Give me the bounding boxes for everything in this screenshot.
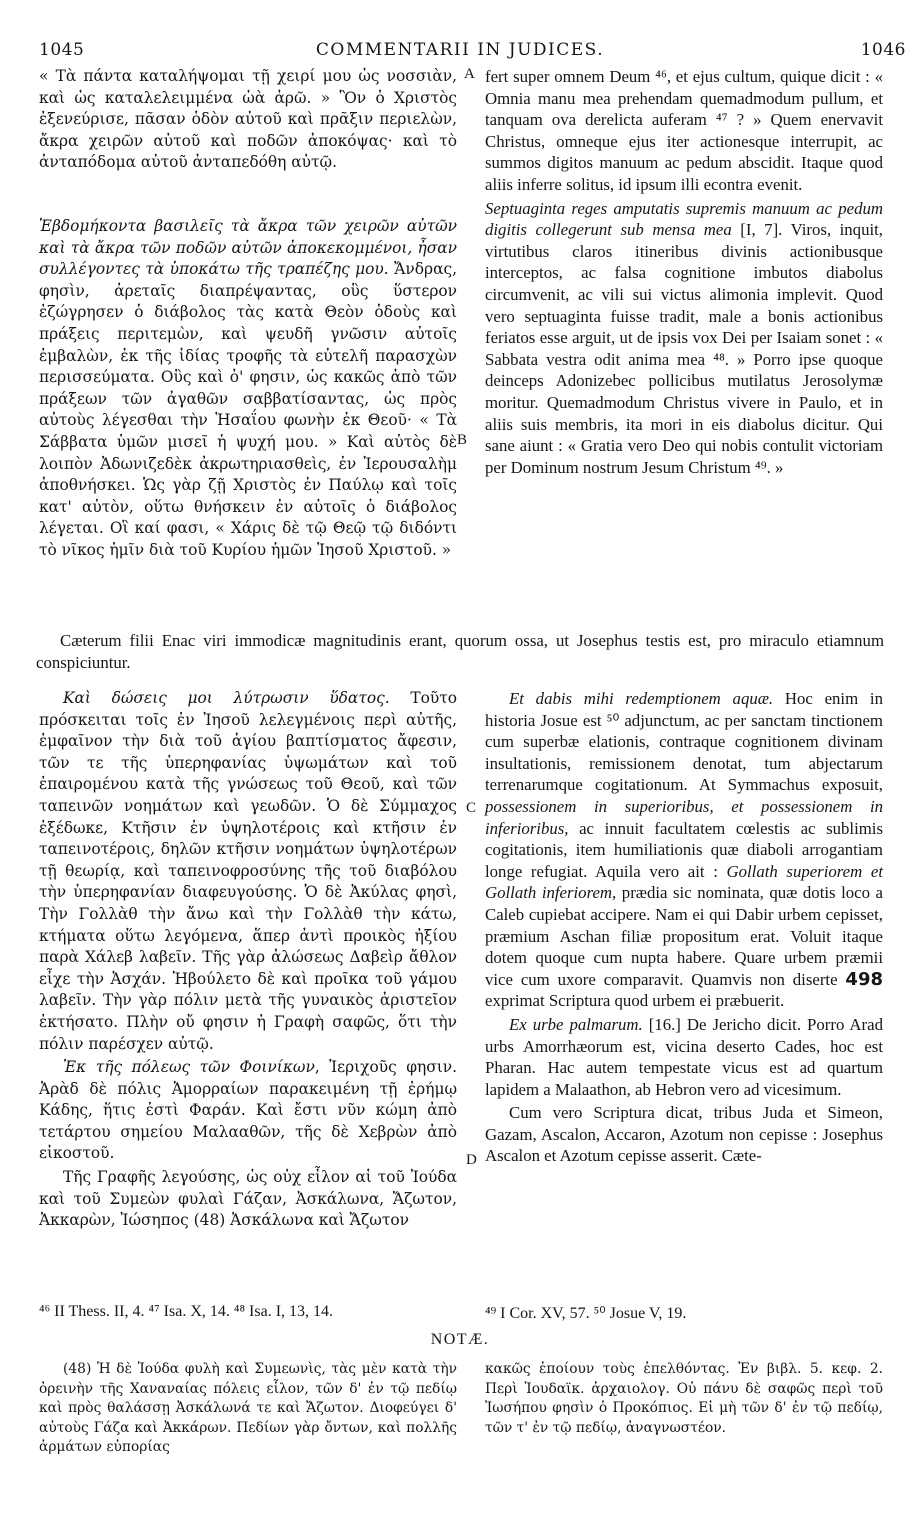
latin-commentary: prædia sic nominata, quæ dotis loco a Caleb cupiebat accipere. Nam ei qui Dabir urbem cepisset, præmium Aschan filiæ propositum erat. Voluit itaque dotem quoque cum nupta habere. Quare urbem præmii vice cum uxore comparavit. Quamvis non diserte bbox=[485, 883, 883, 989]
greek-paragraph bbox=[39, 1057, 457, 1165]
greek-lemma: Ἑβδομήκοντα βασιλεῖς τὰ ἄκρα τῶν χειρῶν αὐτῶν καὶ τὰ ἄκρα τῶν ποδῶν αὐτῶν ἀποκεκομμένοι, ἦσαν συλλέγοντες τὰ ὑποκάτω τῆς τραπέζης μου. bbox=[39, 216, 457, 279]
latin-paragraph bbox=[485, 688, 883, 1012]
margin-marker-d: D bbox=[466, 1152, 477, 1168]
latin-reference: [I, 7]. bbox=[740, 220, 783, 240]
greek-commentary: Ἄνδρας, φησὶν, ἀρεταῖς διαπρέψαντας, οὓς ὕστερον ἐζώγρησεν ὁ διάβολος τὰς κατὰ Θεὸν ὁδοὺς καὶ πράξεις περιτεμὼν, καὶ ψευδῆ γνῶσιν αὐτοῖς ἐμβαλὼν, ἐκ τῆς ἰδίας τροφῆς τὰ εὐτελῆ παρασχὼν περισσεύματα. Οὓς καὶ ὁ' φησιν, ὡς κακῶς ἀπὸ τῶν πράξεων τῶν ἀγαθῶν σαββατίσαντας, ὡς πρὸς αὐτοὺς λέγεσθαι τὴν Ἡσαΐου φωνὴν ἐκ Θεοῦ· « Τὰ Σάββατα ὑμῶν μισεῖ ἡ ψυχή μου. » Καὶ αὐτὸς δὲ λοιπὸν Ἀδωνιζεδὲκ ἀκρωτηριασθεὶς, ἐν Ἱερουσαλὴμ ἀποθνήσκει. Ὡς γὰρ ζῇ Χριστὸς ἐν Παύλῳ καὶ τοῖς κατ' αὐτὸν, οὕτω θνήσκειν ἐν αὐτοῖς ὁ διάβολος λέγεται. Οἳ καί φασι, « Χάρις δὲ τῷ Θεῷ τῷ διδόντι τὸ νῖκος ἡμῖν διὰ τοῦ Κυρίου ἡμῶν Ἰησοῦ Χριστοῦ. » bbox=[39, 260, 457, 559]
page-number-left: 1045 bbox=[39, 40, 85, 60]
latin-commentary: ac innuit facultatem cœlestis ac sublimis cogitationis, item humiliationis quæ diaboli arrogantiam longe refugiat. Aquila vero ait : bbox=[485, 818, 883, 881]
greek-paragraph: Τῆς Γραφῆς λεγούσης, ὡς οὐχ εἷλον αἱ τοῦ Ἰούδα καὶ τοῦ Συμεὼν φυλαὶ Γάζαν, Ἀσκάλωνα, Ἄζωτον, Ἀκκαρὼν, Ἰώσηπος (48) Ἀσκάλωνα καὶ Ἄζωτον bbox=[39, 1168, 457, 1230]
latin-quotation: Gollath superiorem et Gollath inferiorem, bbox=[485, 861, 883, 903]
greek-commentary: Τοῦτο πρόσκειται τοῖς ἐν Ἰησοῦ λελεγμένοις περὶ αὐτῆς, ἐμφαῖνον τὴν διὰ τοῦ ἁγίου βαπτίσματος ἄφεσιν, τῶν τε τῆς ὑπερηφανίας ὑψωμάτων καὶ τοῦ ἐπαιρομένου κατὰ τῆς γνώσεως τοῦ Θεοῦ, καὶ τῶν ταπεινῶν νοημάτων καὶ γεωδῶν. Ὁ δὲ Σύμμαχος ἐξέδωκε, Κτῆσιν ἐν ὑψηλοτέροις καὶ κτῆσιν ἐν ταπεινοτέροις, δηλῶν κτῆσιν νοημάτων ὑψηλοτέρων τῇ θεωρίᾳ, καὶ ταπεινοφροσύνης τῆς τοῦ διαβόλου τὴν ὑπερηφανίαν διαφευγούσης. Ὁ δὲ Ἀκύλας φησὶ, Τὴν Γολλὰθ τὴν ἄνω καὶ τὴν Γολλὰθ τὴν κάτω, κτήματα οὕτω λεγόμενα, ἅπερ ἀντὶ προικὸς ἠξίου παρὰ Χάλεβ λαβεῖν. Τῆς γὰρ ἁλώσεως Δαβεὶρ ἄθλον εἶχε τὴν Ἀσχάν. Ἠβούλετο δὲ καὶ προῖκα τοῦ γάμου λαβεῖν. Τὴν γὰρ πόλιν μετὰ τῆς γυναικὸς ἀριστεῖον ἐκτήσατο. Πλὴν οὔ φησιν ἡ Γραφὴ σαφῶς, ὅτι τὴν πόλιν παρέσχεν αὐτῷ. bbox=[39, 689, 457, 1053]
greek-paragraph: « Τὰ πάντα καταλήψομαι τῇ χειρί μου ὡς νοσσιὰν, καὶ ὡς καταλελειμμένα ὠὰ ἀρῶ. » Ὃν ὁ Χριστὸς ἐξενεύρισε, πᾶσαν ὁδὸν αὐτοῦ καὶ πρᾶξιν περιελὼν, ἄκρα χειρῶν αὐτοῦ καὶ ποδῶν ἀποκόψας· καὶ τὸ ἀνταπόδομα αὐτοῦ ἀνταπεδόθη αὐτῷ. bbox=[39, 67, 457, 172]
latin-lemma: Et dabis mihi redemptionem aquæ. bbox=[509, 689, 774, 708]
margin-marker-c: C bbox=[466, 800, 477, 816]
note-left: (48) Ἡ δὲ Ἰούδα φυλὴ καὶ Συμεωνὶς, τὰς μὲν κατὰ τὴν ὀρεινὴν τῆς Χαναναίας πόλεις εἷλον, τῶν δ' ἐν τῷ πεδίῳ καὶ πρὸς θαλάσσῃ Ἀσκάλωνά τε καὶ Ἄζωτον. Διοφεύγει δ' αὐτοὺς Γάζα καὶ Ἀκκάρων. Πεδίων γὰρ ὄντων, καὶ πολλῆς ἁρμάτων εὐπορίας bbox=[39, 1361, 457, 1455]
margin-marker-b: B bbox=[457, 432, 468, 448]
margin-marker-a: A bbox=[464, 66, 475, 82]
latin-paragraph: Cum vero Scriptura dicat, tribus Juda et Simeon, Gazam, Ascalon, Accaron, Azotum non cepisse : Josephus Ascalon et Azotum cepisse asserit. Cæte- bbox=[485, 1103, 883, 1166]
latin-paragraph: fert super omnem Deum ⁴⁶, et ejus cultum, quique dicit : « Omnia manu mea prehendam quemadmodum pullum, et tanquam ova derelicta auferam ⁴⁷ ? » Quem enervavit Christus, omneque ejus iter actionesque interrupit, ac summos digitos manuum ac pedum abscidit. Itaque quod aliis inferre solitus, id ipsum illi econtra evenit. bbox=[485, 67, 883, 194]
greek-paragraph bbox=[39, 688, 457, 1055]
greek-lemma: Καὶ δώσεις μοι λύτρωσιν ὕδατος. bbox=[63, 689, 390, 707]
greek-column-bottom bbox=[39, 688, 457, 1232]
greek-commentary: , Ἱεριχοῦς φησιν. Ἀρὰδ δὲ πόλις Ἀμορραίων παρακειμένη τῇ ἐρήμῳ Κάδης, ἥτις ἐστὶ Φαράν. Καὶ ἔστι νῦν κώμη ἀπὸ τετάρτου σημείου Μαλααθῶν, τῆς δὲ Χεβρὼν ἀπὸ εἰκοστοῦ. bbox=[39, 1058, 457, 1163]
latin-paragraph bbox=[485, 198, 883, 479]
latin-quotation: possessionem in superioribus, et possessionem in inferioribus, bbox=[485, 796, 883, 838]
greek-paragraph bbox=[39, 216, 457, 562]
full-width-paragraph: Cæterum filii Enac viri immodicæ magnitudinis erant, quorum ossa, ut Josephus testis est, pro miraculo etiamnum conspiciuntur. bbox=[36, 631, 884, 672]
footnotes-left: ⁴⁶ II Thess. II, 4. ⁴⁷ Isa. X, 14. ⁴⁸ Isa. I, 13, 14. bbox=[39, 1303, 334, 1320]
greek-lemma: Ἐκ τῆς πόλεως τῶν Φοινίκων bbox=[63, 1058, 315, 1077]
greek-column-top bbox=[39, 66, 457, 561]
running-title: COMMENTARII IN JUDICES. bbox=[315, 40, 605, 60]
page-number-right: 1046 bbox=[860, 40, 906, 60]
note-right: κακῶς ἐποίουν τοὺς ἐπελθόντας. Ἐν βιβλ. 5. κεφ. 2. Περὶ Ἰουδαϊκ. ἀρχαιολογ. Οὐ πάνυ δὲ σαφῶς περὶ τοῦ Ἰωσήπου φησὶν ὁ Προκόπιος. Εἰ μὴ τῶν δ' ἐν τῷ πεδίῳ, τῶν τ' ἐν τῷ πεδίῳ, ἀναγνωστέον. bbox=[485, 1361, 883, 1436]
latin-paragraph bbox=[485, 1014, 883, 1100]
latin-column-top bbox=[485, 66, 883, 478]
latin-lemma: Ex urbe palmarum. bbox=[509, 1014, 643, 1034]
footnotes-right: ⁴⁹ I Cor. XV, 57. ⁵⁰ Josue V, 19. bbox=[485, 1305, 687, 1322]
page-marker-498: 498 bbox=[845, 968, 883, 990]
latin-commentary: Viros, inquit, virtutibus claros itineribus divinis actionibusque interceptos, ac falsa cognitione imbutos diabolus circumvenit, ac vili sui victus alimonia implevit. Quod vero septuaginta fuisse tradit, male a bonis actionibus feriatos esse arguit, ut de ipsis vox Dei per Isaiam sonet : « Sabbata vestra odit anima mea ⁴⁸. » Porro ipse quoque deinceps Adonizebec pollicibus mutilatus Jerosolymæ moritur. Quemadmodum Christus vivere in Paulo, et in aliis suis membris, ita mori in eis diabolus dicitur. Qui sane aiunt : « Gratia vero Deo qui nobis contulit victoriam per Dominum nostrum Jesum Christum ⁴⁹. » bbox=[485, 220, 883, 477]
latin-commentary: [16.] De Jericho dicit. Porro Arad urbs Amorrhæorum est, vicina deserto Cades, hoc est Pharan. Hac autem tempestate vicus est ad quartum lapidem a Malaathon, ab Hebron vero ad vicesimum. bbox=[485, 1014, 883, 1099]
latin-commentary: Hoc enim in historia Josue est ⁵⁰ adjunctum, ac per sanctam tinctionem cum superbæ elationis, contraque cognitionem divinam insultationis, remissionem denotat, tum abjectarum terrenarumque cogitationum. At Symmachus exposuit, bbox=[485, 689, 883, 795]
notae-heading: NOTÆ. bbox=[430, 1331, 490, 1348]
latin-lemma: Septuaginta reges amputatis supremis manuum ac pedum digitis collegerunt sub mensa mea bbox=[485, 198, 883, 240]
latin-column-bottom bbox=[485, 688, 883, 1167]
latin-commentary: exprimat Scriptura quod urbem ei præbuerit. bbox=[485, 991, 785, 1011]
